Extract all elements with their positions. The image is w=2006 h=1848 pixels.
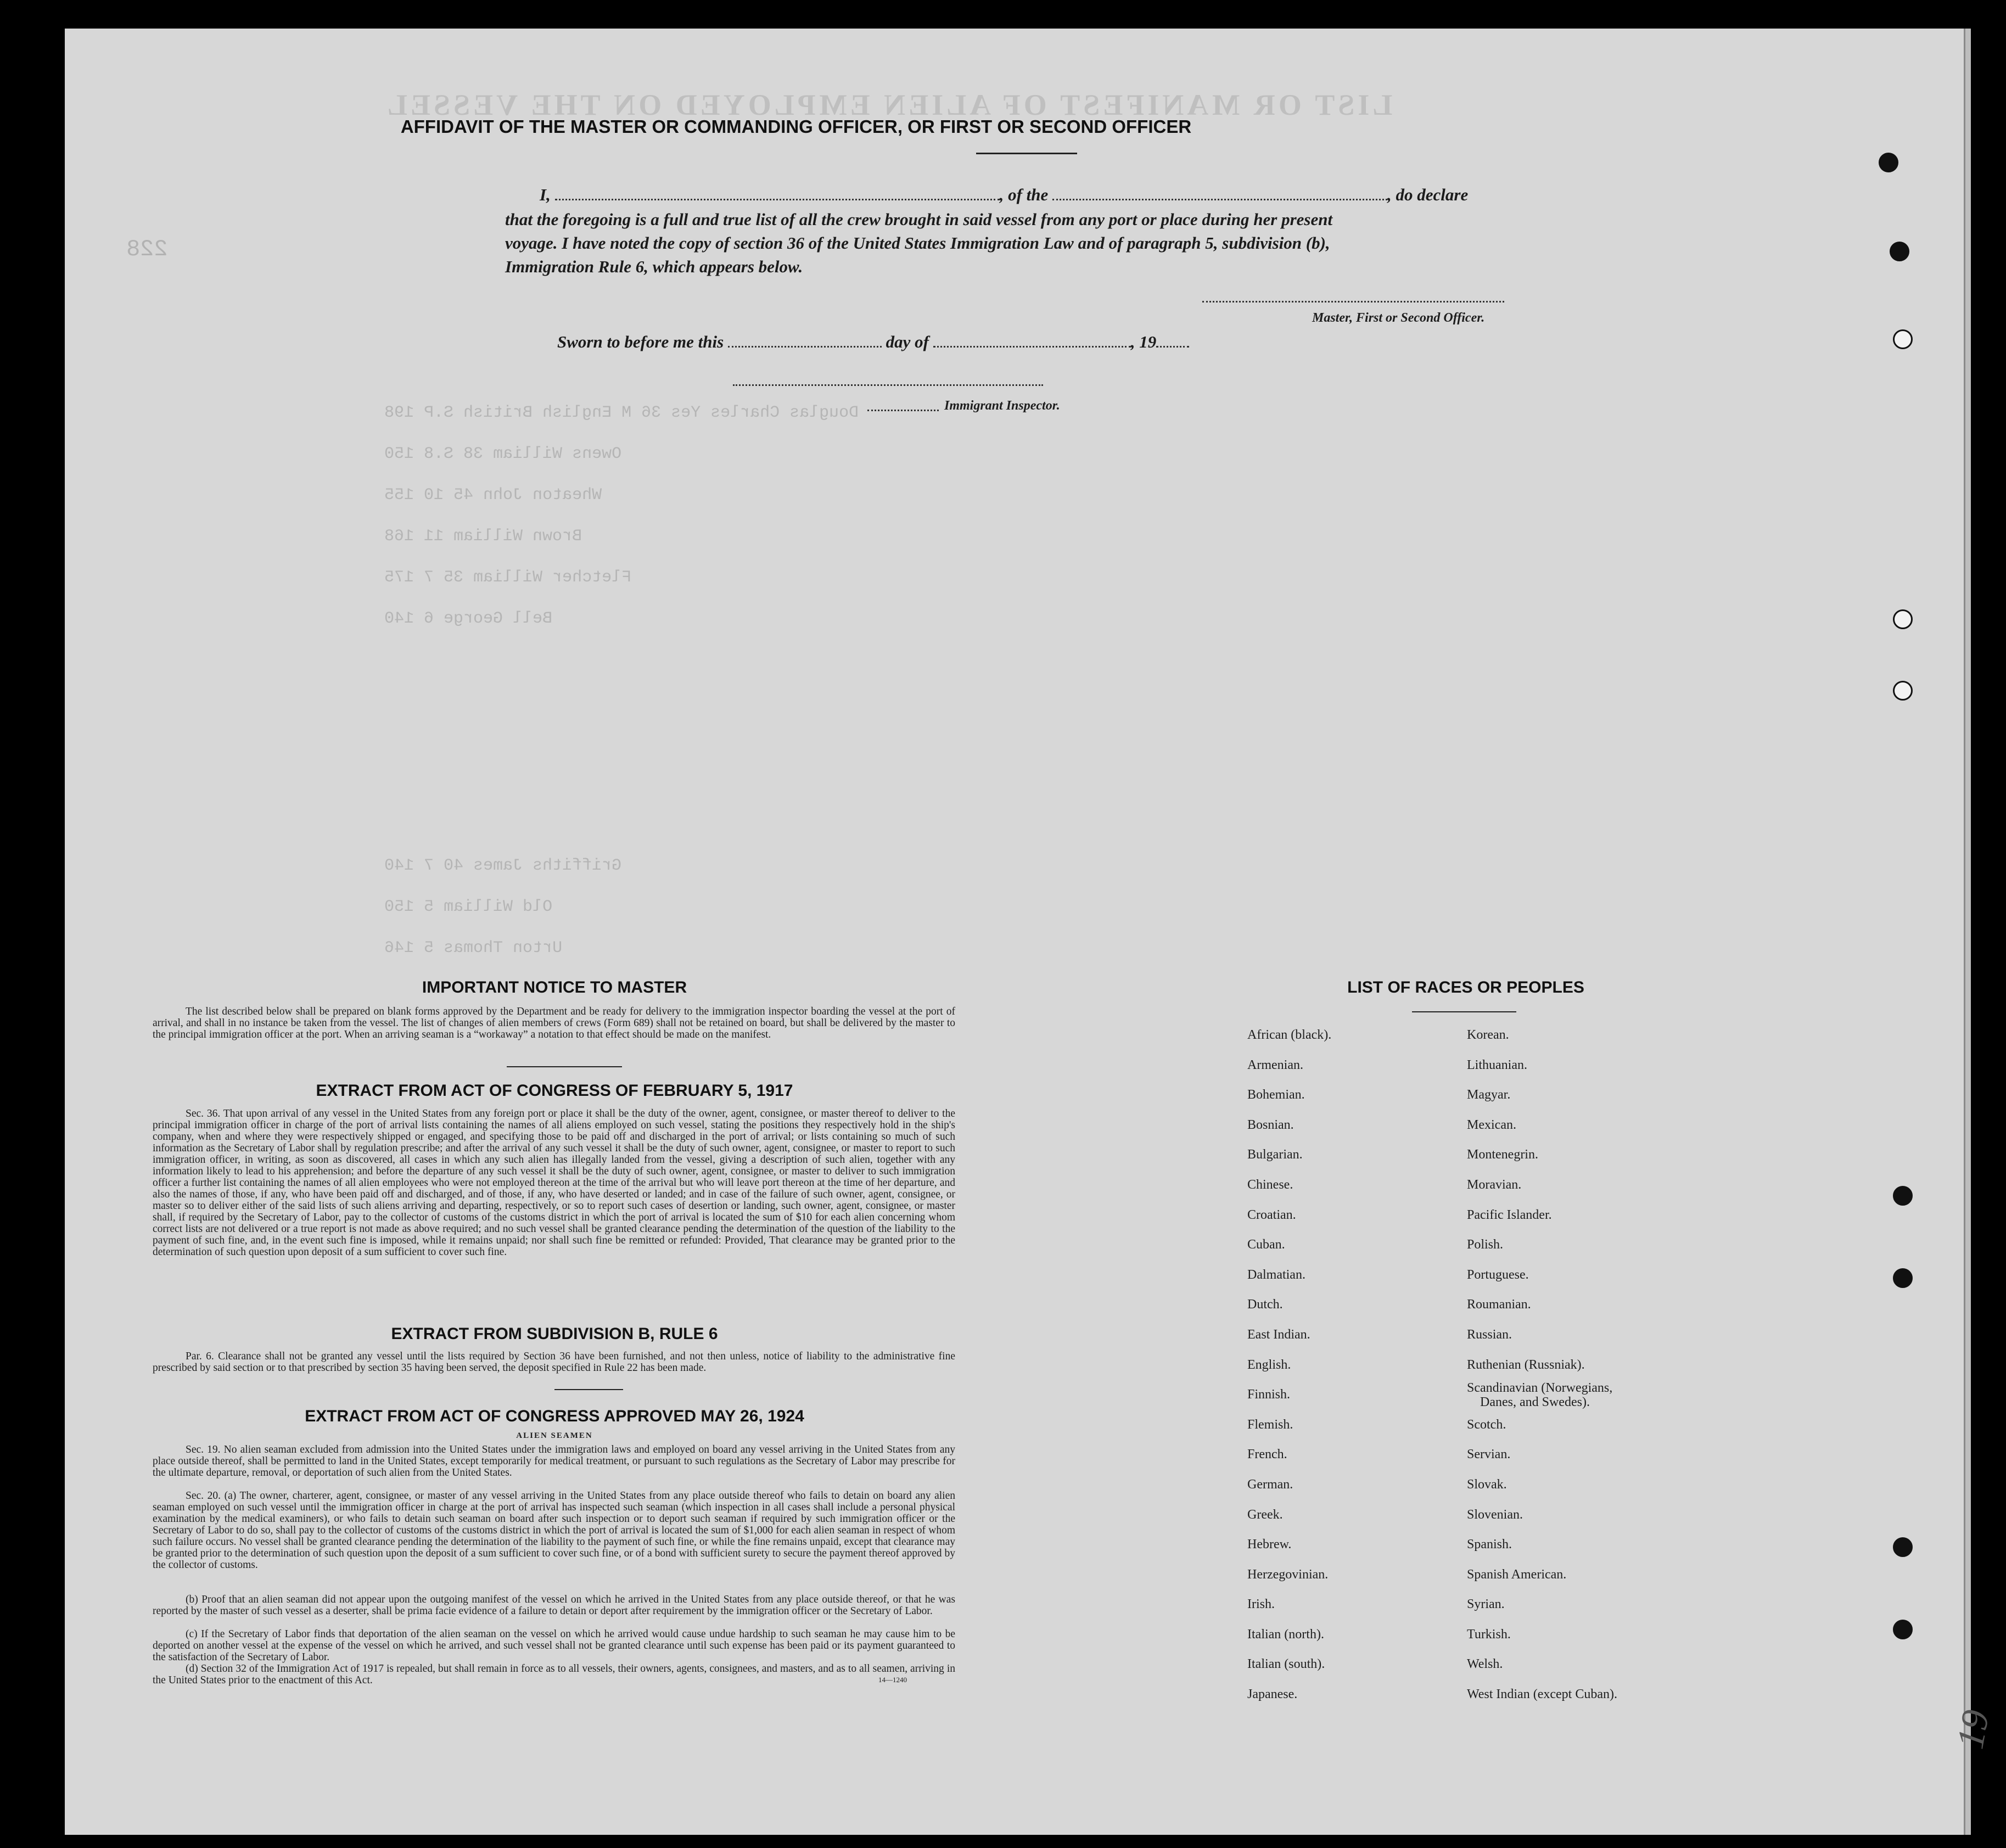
race-item: English. [1247,1357,1291,1372]
extract-1924-title: EXTRACT FROM ACT OF CONGRESS APPROVED MAY 26, 1924 [305,1407,804,1425]
sworn-month-blank[interactable] [933,346,1131,348]
extract-1924-sec20d: (d) Section 32 of the Immigration Act of 1917 is repealed, but shall remain in force as to all vessels, their owners, agents, consignees, and masters, and as to all seamen, arriving in the United States prior to the enactment of this Act. [153,1663,955,1686]
race-item: West Indian (except Cuban). [1467,1687,1617,1702]
race-item: Flemish. [1247,1417,1293,1432]
section-rule [507,1066,622,1067]
races-title: LIST OF RACES OR PEOPLES [1347,978,1584,996]
race-item: Irish. [1247,1597,1275,1612]
race-item: Chinese. [1247,1177,1293,1192]
punch-hole [1890,242,1909,261]
race-item: Slovak. [1467,1477,1507,1492]
race-item: Bosnian. [1247,1117,1294,1132]
vessel-blank[interactable] [1052,199,1387,200]
extract-rule6-title: EXTRACT FROM SUBDIVISION B, RULE 6 [391,1325,718,1343]
races-rule [1412,1011,1516,1012]
section-rule [554,1389,623,1390]
affidavit-line-1: I, , of the , do declare [540,185,1469,204]
affidavit-line-2: that the foregoing is a full and true list of all the crew brought in said vessel from any port or place during her present [505,210,1333,229]
race-item: East Indian. [1247,1327,1310,1342]
margin-note: 19 [1949,1706,1998,1752]
race-item: Roumanian. [1467,1297,1531,1312]
punch-hole [1893,609,1913,629]
bleed-through-row: Old William 5 150 [384,898,553,916]
race-item: Polish. [1467,1237,1504,1252]
race-item: Armenian. [1247,1057,1303,1072]
race-item: German. [1247,1477,1293,1492]
inspector-signature-line[interactable] [733,384,1043,386]
bleed-through-row: Urton Thomas 5 146 [384,939,563,957]
extract-1917-title: EXTRACT FROM ACT OF CONGRESS OF FEBRUARY 5, 1917 [316,1082,793,1100]
race-item: Greek. [1247,1507,1283,1522]
race-item: Italian (south). [1247,1657,1325,1672]
sworn-year-blank[interactable] [1156,346,1189,348]
race-item: Welsh. [1467,1657,1503,1672]
bleed-through-row: Brown William 11 168 [384,527,582,546]
race-item: Ruthenian (Russniak). [1467,1357,1585,1372]
punch-hole [1893,1620,1913,1639]
races-column-2 [1467,1020,1617,1710]
race-item: Portuguese. [1467,1267,1529,1282]
inspector-label: Immigrant Inspector. [944,399,1060,413]
race-item: Korean. [1467,1028,1509,1042]
master-signature-label: Master, First or Second Officer. [1312,311,1485,325]
stamp-number: 228 [126,236,168,262]
race-item: Pacific Islander. [1467,1207,1552,1222]
race-item: Scotch. [1467,1417,1506,1432]
race-item: Herzegovinian. [1247,1567,1329,1582]
race-item: Italian (north). [1247,1627,1324,1642]
master-signature-line[interactable] [1202,301,1504,303]
extract-1924-sec19: Sec. 19. No alien seaman excluded from admission into the United States under the immigration laws and employed on board any vessel arriving in the United States from any place outside thereof, shall be permitted to land in the United States, except temporarily for medical treatment, or pursuant to such regulations as the Secretary of Labor may prescribe for the ultimate departure, removal, or deportation of such alien from the United States. [153,1444,955,1479]
inspector-signature-line-2[interactable] [867,410,939,411]
title-rule [976,153,1077,154]
race-item: Cuban. [1247,1237,1285,1252]
race-item: Bohemian. [1247,1088,1305,1102]
punch-hole [1893,329,1913,349]
race-item: Lithuanian. [1467,1057,1527,1072]
race-item: Turkish. [1467,1627,1511,1642]
race-item: Bulgarian. [1247,1147,1303,1162]
affidavit-line-4: Immigration Rule 6, which appears below. [505,257,803,276]
race-item: Magyar. [1467,1088,1511,1102]
extract-1917-text: Sec. 36. That upon arrival of any vessel in the United States from any foreign port or place it shall be the duty of the owner, agent, consignee, or master thereof to deliver to the principal immigration officer in charge of the port of arrival lists containing the names of all aliens employed on such vessel, stating the positions they respectively hold in the ship's company, when and where they were respectively shipped or engaged, and specifying those to be paid off and discharged in the port of arrival; or lists containing so much of such information as the Secretary of Labor shall by regulation prescribe; and after the arrival of any such vessel it shall be the duty of such owner, agent, consignee, or master to report to such immigration officer, in writing, as soon as discovered, all cases in which any such alien has illegally landed from the vessel, giving a description of such alien, together with any information likely to lead to his apprehension; and before the departure of any such vessel it shall be the duty of such owner, agent, consignee, or master to deliver to such immigration officer a further list containing the names of all alien employees who were not employed thereon at the time of the arrival but who will leave port thereon at the time of her departure, and also the names of those, if any, who have been paid off and discharged, and of those, if any, who have deserted or landed; and in case of the failure of such owner, agent, consignee, or master so to deliver either of the said lists of such aliens arriving and departing, respectively, or so to report such cases of desertion or landing, such owner, agent, consignee, or master shall, if required by the Secretary of Labor, pay to the collector of customs of the customs district in which the port of arrival is located the sum of $10 for each alien concerning whom correct lists are not delivered or a true report is not made as above required; and no such vessel shall be granted clearance pending the determination of the question of the liability to the payment of such fine, and, in the event such fine is imposed, while it remains unpaid; nor shall such fine be remitted or refunded: Provided, That clearance may be granted prior to the determination of such question upon deposit of a sum sufficient to cover such fine. [153,1108,955,1258]
affidavit-line-3: voyage. I have noted the copy of section 36 of the United States Immigration Law and of paragraph 5, subdivision (b), [505,233,1330,253]
sworn-day-blank[interactable] [728,346,882,348]
race-item: Mexican. [1467,1117,1516,1132]
name-blank[interactable] [555,199,1000,200]
form-number: 14—1240 [878,1676,907,1684]
punch-hole [1893,681,1913,701]
race-item: Hebrew. [1247,1537,1292,1552]
extract-1924-sec20b: (b) Proof that an alien seaman did not appear upon the outgoing manifest of the vessel on which he arrived in the United States from any place outside thereof, or that he was reported by the master of such vessel as a deserter, shall be prima facie evidence of a failure to detain or deport after requirement by the immigration officer or the Secretary of Labor. [153,1594,955,1617]
bleed-through-row: Owens William 38 S.8 150 [384,445,622,463]
bleed-through-title: LIST OR MANIFEST OF ALIEN EMPLOYED ON THE VESSEL [384,88,1393,121]
page-edge [1964,29,1971,1835]
bleed-through-row: Griffiths James 40 7 140 [384,856,622,875]
extract-1924-sec20a: Sec. 20. (a) The owner, charterer, agent, consignee, or master of any vessel arriving in the United States from any place outside thereof who fails to detain on board any alien seaman employed on such vessel until the immigration officer in charge at the port of arrival has inspected such seaman (which inspection in all cases shall include a personal physical examination by the medical examiners), or who fails to detain such seaman on board after such inspection or to deport such seaman if required by such immigration officer or the Secretary of Labor to do so, shall pay to the collector of customs of the customs district in which the port of arrival is located the sum of $1,000 for each alien seaman in respect of whom such failure occurs. No vessel shall be granted clearance pending the determination of the liability to the payment of such fine, or while the fine remains unpaid, except that clearance may be granted prior to the determination of such question upon the deposit of a sum sufficient to cover such fine, or of a bond with sufficient surety to secure the payment thereof approved by the collector of customs. [153,1490,955,1571]
extract-1924-sec20c: (c) If the Secretary of Labor finds that deportation of the alien seaman on the vessel on which he arrived would cause undue hardship to such seaman he may cause him to be deported on another vessel at the expense of the vessel on which he arrived, and such vessel shall not be granted clearance until such expense has been paid or its payment guaranteed to the satisfaction of the Secretary of Labor. [153,1628,955,1663]
race-item: Syrian. [1467,1597,1505,1612]
race-item: Spanish. [1467,1537,1512,1552]
race-item: Montenegrin. [1467,1147,1538,1162]
race-item: Dalmatian. [1247,1267,1305,1282]
race-item: Slovenian. [1467,1507,1523,1522]
punch-hole [1879,153,1898,172]
affidavit-title: AFFIDAVIT OF THE MASTER OR COMMANDING OFFICER, OR FIRST OR SECOND OFFICER [400,116,1192,137]
race-item: Japanese. [1247,1687,1298,1702]
race-item: Spanish American. [1467,1567,1567,1582]
bleed-through-row: Douglas Charles Yes 36 M English British S.P 198 [384,404,859,422]
race-item: Scandinavian (Norwegians, Danes, and Swedes). [1467,1381,1613,1410]
extract-rule6-text: Par. 6. Clearance shall not be granted any vessel until the lists required by Section 36 have been furnished, and not then unless, notice of liability to the administrative fine prescribed by said section or to that prescribed by section 35 having been served, the deposit specified in Rule 22 has been made. [153,1351,955,1374]
race-item: African (black). [1247,1028,1332,1042]
bleed-through-row: Wheaton John 45 10 155 [384,486,602,505]
race-item: Russian. [1467,1327,1512,1342]
race-item: French. [1247,1447,1287,1462]
punch-hole [1893,1268,1913,1288]
punch-hole [1893,1186,1913,1206]
race-item: Servian. [1467,1447,1511,1462]
race-item: Dutch. [1247,1297,1283,1312]
bleed-through-row: Fletcher William 35 7 175 [384,568,632,587]
race-item: Finnish. [1247,1387,1291,1402]
punch-hole [1893,1537,1913,1557]
race-item: Moravian. [1467,1177,1522,1192]
bleed-through-row: Bell George 6 140 [384,609,553,628]
notice-title: IMPORTANT NOTICE TO MASTER [422,978,687,996]
sworn-line: Sworn to before me this day of , 19 [557,332,1189,352]
race-item: Croatian. [1247,1207,1296,1222]
races-column-1 [1247,1020,1331,1710]
extract-1924-subtitle: ALIEN SEAMEN [516,1431,593,1440]
notice-text: The list described below shall be prepared on blank forms approved by the Department and be ready for delivery to the immigration inspector boarding the vessel at the port of arrival, and shall in no instance be taken from the vessel. The list of changes of alien members of crews (Form 689) shall not be retained on board, but shall be delivered by the master to the principal immigration officer at the port. When an arriving seaman is a “workaway” a notation to that effect should be made on the manifest. [153,1006,955,1040]
